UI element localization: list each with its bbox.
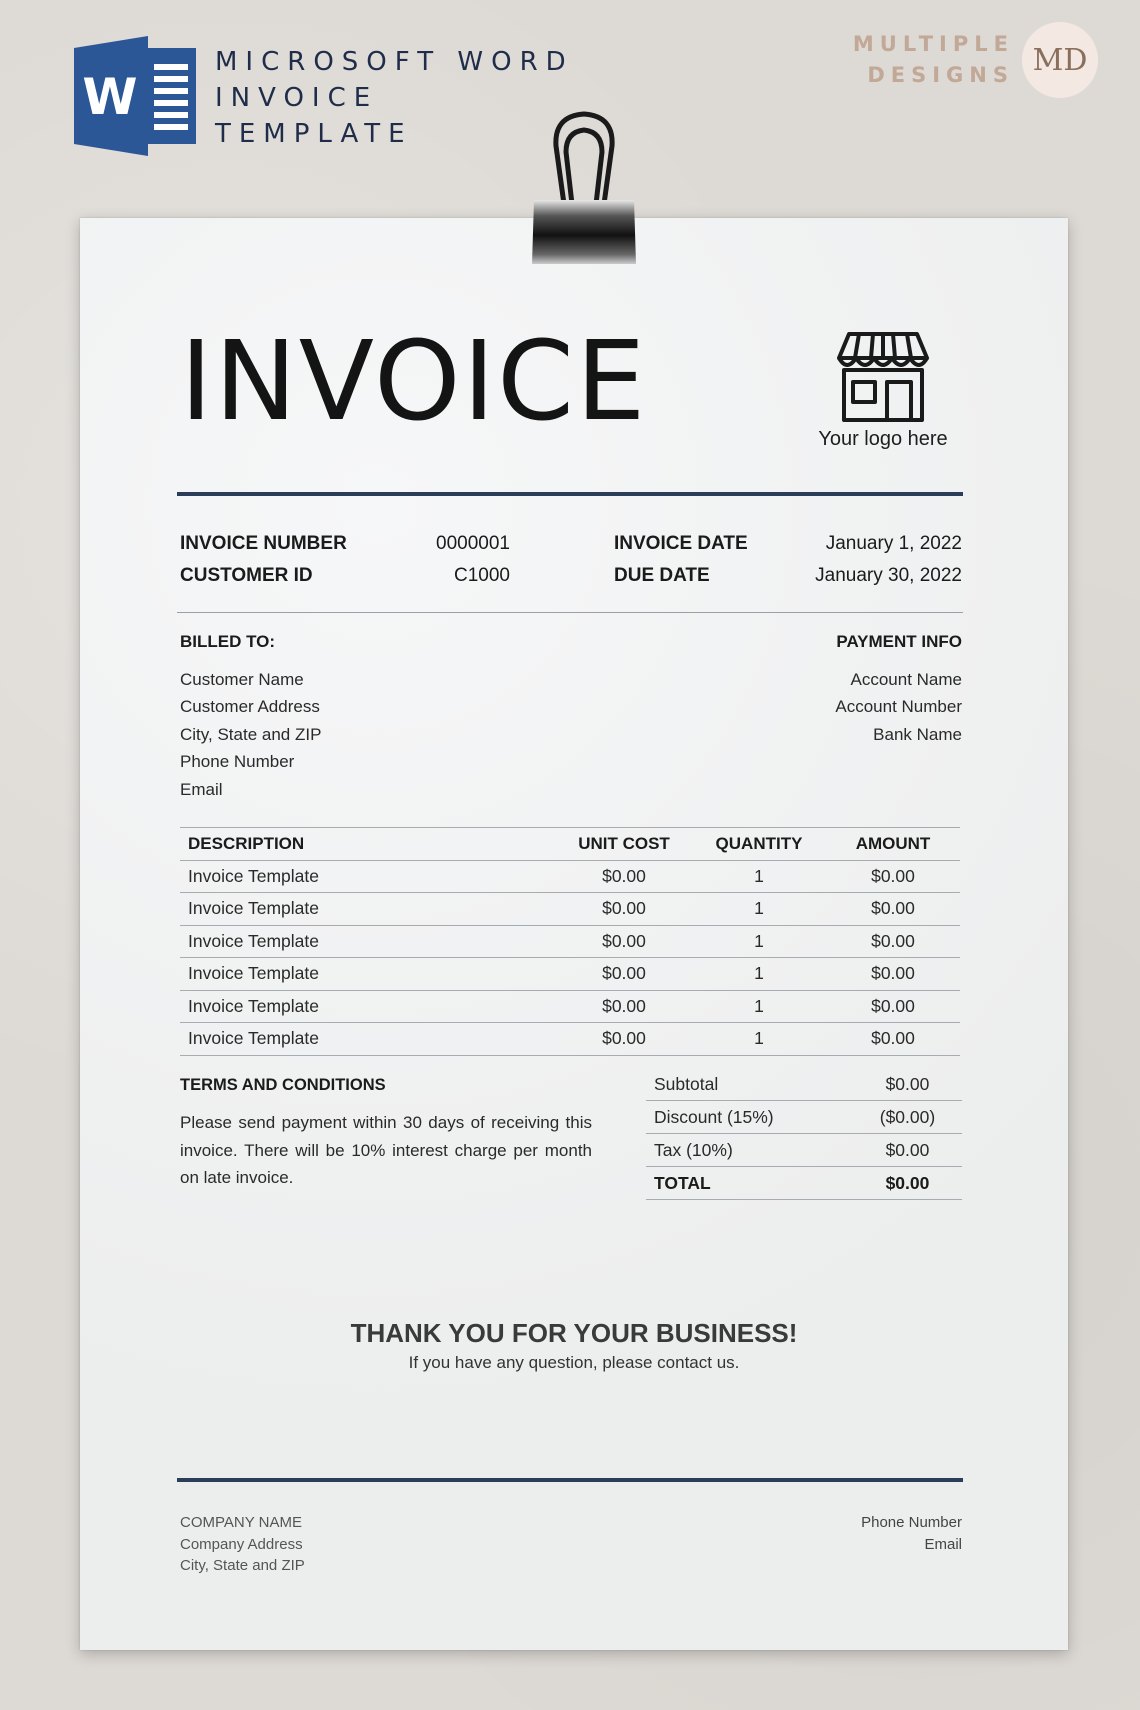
word-icon-letter: W — [82, 68, 138, 126]
storefront-icon — [835, 328, 931, 424]
item-unit-cost: $0.00 — [556, 925, 692, 958]
table-row — [180, 893, 960, 926]
item-amount: $0.00 — [826, 1023, 960, 1056]
item-unit-cost: $0.00 — [556, 958, 692, 991]
logo-placeholder — [800, 328, 966, 451]
closing-message — [80, 1318, 1068, 1373]
totals-table — [646, 1068, 962, 1200]
billed-to-heading: BILLED TO: — [180, 632, 276, 651]
item-unit-cost: $0.00 — [556, 990, 692, 1023]
meta-labels-left — [180, 528, 358, 592]
payment-info-line: Bank Name — [873, 724, 962, 744]
subtotal-row — [646, 1068, 962, 1101]
tax-label: Tax (10%) — [646, 1134, 853, 1167]
item-quantity: 1 — [692, 893, 826, 926]
due-date-label: DUE DATE — [614, 565, 710, 586]
item-amount: $0.00 — [826, 925, 960, 958]
item-quantity: 1 — [692, 990, 826, 1023]
item-unit-cost: $0.00 — [556, 893, 692, 926]
item-amount: $0.00 — [826, 893, 960, 926]
total-row — [646, 1167, 962, 1200]
designer-name-line: MULTIPLE — [852, 32, 1014, 56]
subtotal-label: Subtotal — [646, 1068, 853, 1101]
company-city: City, State and ZIP — [180, 1557, 305, 1574]
item-quantity: 1 — [692, 1023, 826, 1056]
designer-name-line: DESIGNS — [867, 63, 1014, 87]
items-table — [180, 827, 960, 1056]
discount-label: Discount (15%) — [646, 1101, 853, 1134]
column-header-amount: AMOUNT — [826, 828, 960, 861]
designer-brand — [853, 22, 1098, 98]
logo-caption: Your logo here — [818, 428, 948, 450]
item-quantity: 1 — [692, 958, 826, 991]
billed-to-line: Customer Name — [180, 669, 304, 689]
item-amount: $0.00 — [826, 860, 960, 893]
company-name: COMPANY NAME — [180, 1514, 302, 1531]
footer-divider — [177, 1478, 963, 1482]
billed-to-line: City, State and ZIP — [180, 724, 322, 744]
company-email: Email — [924, 1535, 962, 1553]
item-description: Invoice Template — [180, 893, 556, 926]
product-title — [215, 44, 574, 152]
header-divider — [177, 492, 963, 496]
item-description: Invoice Template — [180, 990, 556, 1023]
terms-heading: TERMS AND CONDITIONS — [180, 1076, 386, 1094]
company-address: Company Address — [180, 1535, 303, 1553]
thank-you-heading: THANK YOU FOR YOUR BUSINESS! — [350, 1318, 798, 1348]
designer-monogram: MD — [1022, 22, 1098, 98]
terms-body: Please send payment within 30 days of receiving this invoice. There will be 10% interest charge per month on late invoice. — [180, 1113, 592, 1187]
invoice-number-value: 0000001 — [436, 533, 510, 554]
invoice-paper — [80, 218, 1068, 1650]
billed-to-line: Phone Number — [180, 752, 295, 771]
meta-divider — [177, 612, 963, 613]
terms-section — [180, 1076, 592, 1192]
company-contact — [861, 1512, 962, 1555]
meta-labels-right — [614, 528, 764, 592]
discount-value: ($0.00) — [853, 1101, 962, 1134]
invoice-date-label: INVOICE DATE — [614, 533, 748, 554]
item-amount: $0.00 — [826, 990, 960, 1023]
payment-info-line: Account Name — [850, 669, 962, 689]
item-description: Invoice Template — [180, 1023, 556, 1056]
subtotal-value: $0.00 — [853, 1068, 962, 1101]
column-header-quantity: QUANTITY — [692, 828, 826, 861]
item-unit-cost: $0.00 — [556, 860, 692, 893]
table-row — [180, 958, 960, 991]
item-amount: $0.00 — [826, 958, 960, 991]
table-row — [180, 925, 960, 958]
product-title-line: MICROSOFT WORD — [215, 47, 574, 77]
table-row — [180, 1023, 960, 1056]
company-phone: Phone Number — [861, 1514, 962, 1531]
meta-values-right — [772, 528, 962, 592]
item-description: Invoice Template — [180, 925, 556, 958]
item-quantity: 1 — [692, 860, 826, 893]
invoice-title: INVOICE — [180, 317, 648, 445]
word-app-icon — [74, 36, 204, 156]
column-header-unit-cost: UNIT COST — [556, 828, 692, 861]
invoice-number-label: INVOICE NUMBER — [180, 533, 347, 554]
discount-row — [646, 1101, 962, 1134]
due-date-value: January 30, 2022 — [815, 565, 962, 586]
company-info — [180, 1512, 305, 1577]
total-value: $0.00 — [853, 1167, 962, 1200]
invoice-date-value: January 1, 2022 — [825, 533, 962, 554]
items-header-row — [180, 828, 960, 861]
billed-to-section — [180, 628, 321, 803]
item-unit-cost: $0.00 — [556, 1023, 692, 1056]
product-title-line: TEMPLATE — [215, 119, 413, 149]
designer-name — [853, 29, 1014, 91]
item-description: Invoice Template — [180, 860, 556, 893]
billed-to-line: Email — [180, 779, 223, 799]
tax-value: $0.00 — [853, 1134, 962, 1167]
binder-clip — [528, 106, 640, 264]
payment-info-section — [835, 628, 962, 748]
payment-info-heading: PAYMENT INFO — [836, 632, 962, 651]
billed-to-line: Customer Address — [180, 697, 320, 716]
item-quantity: 1 — [692, 925, 826, 958]
payment-info-line: Account Number — [835, 697, 962, 716]
product-title-line: INVOICE — [215, 83, 379, 113]
table-row — [180, 860, 960, 893]
table-row — [180, 990, 960, 1023]
item-description: Invoice Template — [180, 958, 556, 991]
customer-id-value: C1000 — [454, 565, 510, 586]
column-header-description: DESCRIPTION — [180, 828, 556, 861]
customer-id-label: CUSTOMER ID — [180, 565, 313, 586]
meta-values-left — [398, 528, 510, 592]
tax-row — [646, 1134, 962, 1167]
contact-note: If you have any question, please contact us. — [408, 1353, 740, 1372]
total-label: TOTAL — [646, 1167, 853, 1200]
